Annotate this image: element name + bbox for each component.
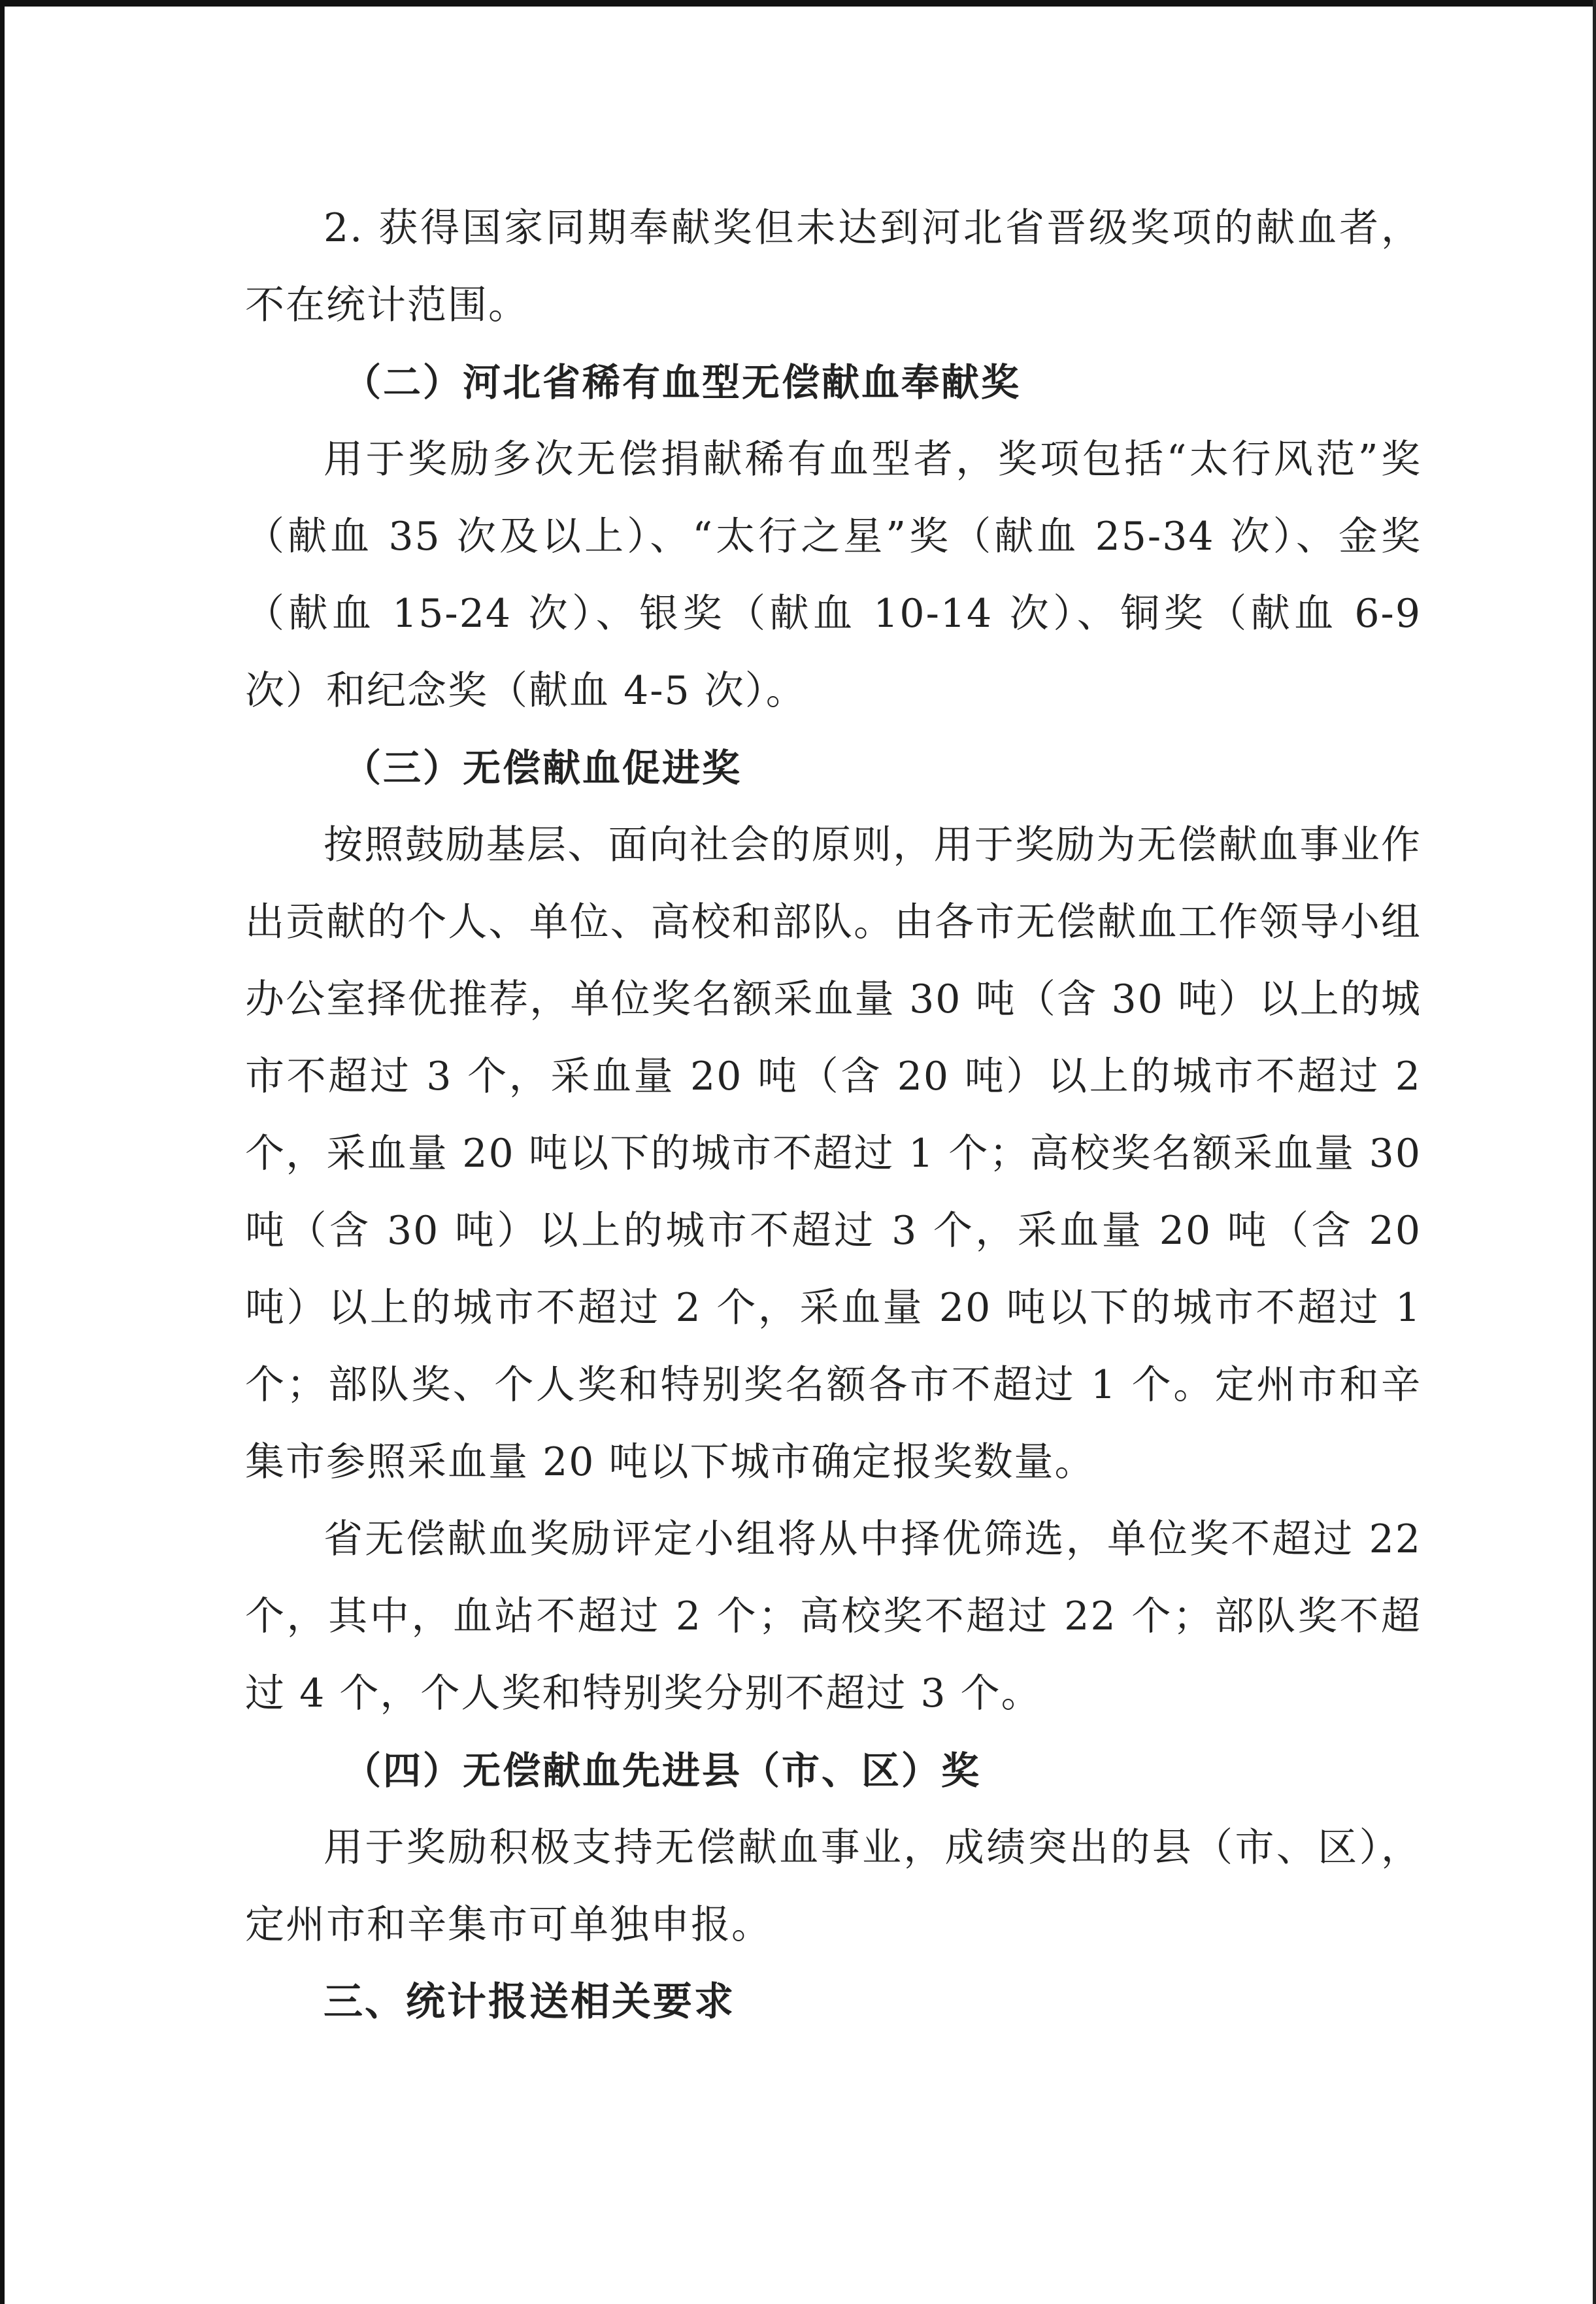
scan-right-edge <box>1593 0 1596 2304</box>
paragraph-promotion-award: 按照鼓励基层、面向社会的原则，用于奖励为无偿献血事业作出贡献的个人、单位、高校和部队。由各市无偿献血工作领导小组办公室择优推荐，单位奖名额采血量 30 吨（含 30 吨）以上的城市不超过 3 个，采血量 20 吨（含 20 吨）以上的城市不超过 2 个，采血量 20 吨以下的城市不超过 1 个；高校奖名额采血量 30 吨（含 30 吨）以上的城市不超过 3 个，采血量 20 吨（含 20 吨）以上的城市不超过 2 个，采血量 20 吨以下的城市不超过 1 个；部队奖、个人奖和特别奖名额各市不超过 1 个。定州市和辛集市参照采血量 20 吨以下城市确定报奖数量。 <box>245 822 1421 1485</box>
section-heading-promotion-award: （三）无偿献血促进奖 <box>343 746 742 790</box>
paragraph-advanced-county-award: 用于奖励积极支持无偿献血事业，成绩突出的县（市、区），定州市和辛集市可单独申报。 <box>245 1825 1421 1948</box>
paragraph-national-award-note: 2. 获得国家同期奉献奖但未达到河北省晋级奖项的献血者，不在统计范围。 <box>245 205 1421 328</box>
document-page <box>245 190 1421 2041</box>
scan-top-edge <box>0 0 1596 7</box>
scan-left-edge <box>0 0 5 2304</box>
section-heading-rare-blood-award: （二）河北省稀有血型无偿献血奉献奖 <box>343 360 1022 405</box>
paragraph-rare-blood-award: 用于奖励多次无偿捐献稀有血型者，奖项包括“太行风范”奖（献血 35 次及以上）、“太行之星”奖（献血 25-34 次）、金奖（献血 15-24 次）、银奖（献血 10-14 次）、铜奖（献血 6-9 次）和纪念奖（献血 4-5 次）。 <box>245 437 1421 714</box>
paragraph-selection-quota: 省无偿献血奖励评定小组将从中择优筛选，单位奖不超过 22 个，其中，血站不超过 2 个；高校奖不超过 22 个；部队奖不超过 4 个，个人奖和特别奖分别不超过 3 个。 <box>245 1516 1421 1716</box>
section-heading-advanced-county-award: （四）无偿献血先进县（市、区）奖 <box>343 1748 982 1793</box>
section-heading-reporting-requirements: 三、统计报送相关要求 <box>324 1979 735 2025</box>
